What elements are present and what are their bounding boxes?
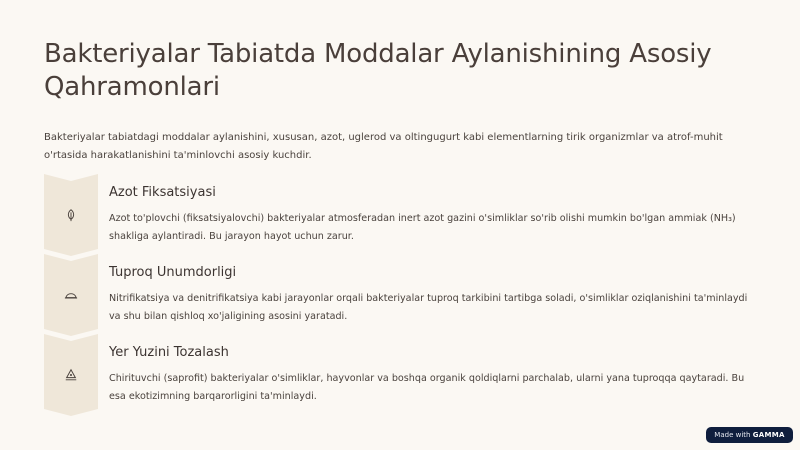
item-description: Azot to'plovchi (fiksatsiyalovchi) bakteriyalar atmosferadan inert azot gazini o'simliklar so'rib olishi mumkin bo'lgan ammiak (NH₃) shakliga aylantiradi. Bu jarayon hayot uchun zarur.: [109, 213, 736, 242]
item-description: Chirituvchi (saprofit) bakteriyalar o'simliklar, hayvonlar va boshqa organik qoldiqlarni parchalab, ularni yana tuproqqa qaytaradi. Bu esa ekotizimning barqarorligini ta'minlaydi.: [109, 373, 745, 402]
recycle-icon: [64, 368, 78, 382]
item-description: Nitrifikatsiya va denitrifikatsiya kabi jarayonlar orqali bakteriyalar tuproq tarkibini tartibga soladi, o'simliklar oziqlanishini ta'minlaydi va shu bilan qishloq xo'jaligining asosini yaratadi.: [109, 293, 748, 322]
page-title: Bakteriyalar Tabiatda Moddalar Aylanishining Asosiy Qahramonlari: [44, 39, 712, 102]
leaf-icon: [64, 208, 78, 222]
item-title: Yer Yuzini Tozalash: [109, 345, 229, 360]
soil-mound-icon: [64, 288, 78, 302]
list-item-nitrogen-fixation: [44, 174, 764, 252]
badge-brand: GAMMA: [752, 431, 785, 439]
badge-prefix: Made with: [714, 431, 751, 439]
item-title: Azot Fiksatsiyasi: [109, 185, 216, 200]
list-item-soil-fertility: [44, 254, 764, 332]
item-title: Tuproq Unumdorligi: [109, 265, 237, 280]
chevron-marker: [44, 334, 98, 416]
chevron-marker: [44, 254, 98, 336]
made-with-gamma-badge[interactable]: [706, 427, 793, 443]
chevron-marker: [44, 174, 98, 256]
list-item-decomposition: [44, 334, 764, 412]
intro-paragraph: Bakteriyalar tabiatdagi moddalar aylanishini, xususan, azot, uglerod va oltingugurt kabi elementlarning tirik organizmlar va atrof-muhit o'rtasida harakatlanishini ta'minlovchi asosiy kuchdir.: [44, 132, 723, 161]
